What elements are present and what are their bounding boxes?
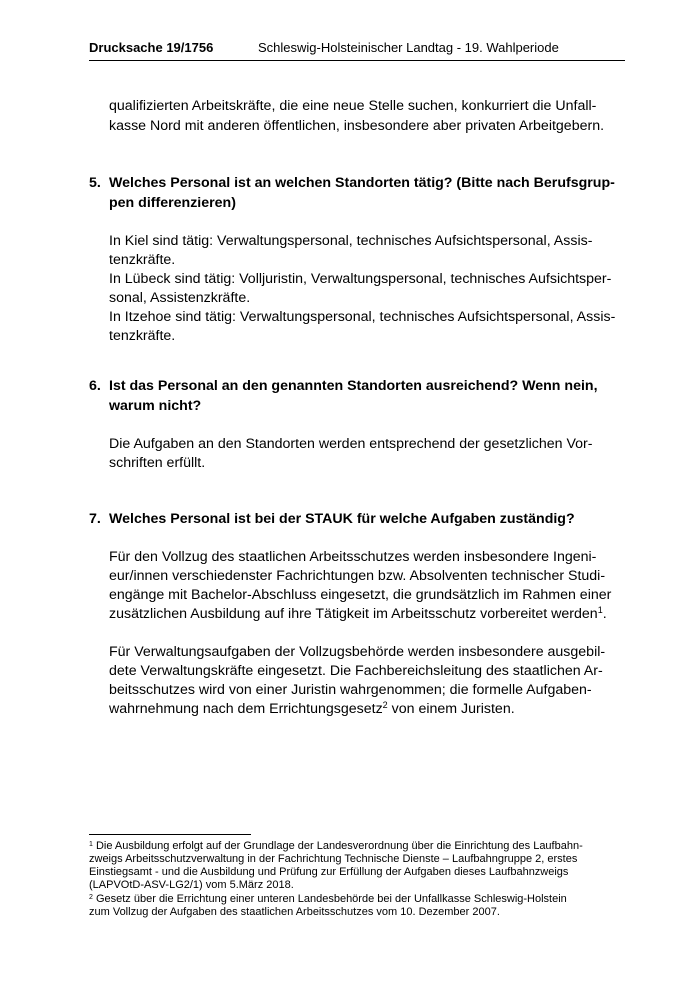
answer-line: Die Aufgaben an den Standorten werden entsprechend der gesetzlichen Vor- [109,436,593,452]
footnote-marker: 2 [89,894,93,901]
footnote-text: (LAPVOtD-ASV-LG2/1) vom 5.März 2018. [89,879,294,891]
answer-line-text: wahrnehmung nach dem Errichtungsgesetz [109,701,383,717]
answer-line [109,700,515,719]
answer-line: beitsschutzes wird von einer Juristin wahrgenommen; die formelle Aufgaben- [109,682,592,698]
answer-line: In Itzehoe sind tätig: Verwaltungspersonal, technisches Aufsichtspersonal, Assis- [109,309,616,325]
footnote [89,840,583,853]
question-number: 5. [89,175,101,191]
footnote-text: zum Vollzug der Aufgaben des staatlichen Arbeitsschutzes vom 10. Dezember 2007. [89,906,500,918]
answer-line [109,605,607,624]
question-text: pen differenzieren) [109,195,236,211]
footnote-marker: 1 [89,841,93,848]
intro-line: kasse Nord mit anderen öffentlichen, insbesondere aber privaten Arbeitgebern. [109,118,605,134]
answer-line: In Kiel sind tätig: Verwaltungspersonal, technisches Aufsichtspersonal, Assis- [109,233,593,249]
answer-line-end: von einem Juristen. [387,701,515,717]
answer-line: Für Verwaltungsaufgaben der Vollzugsbehörde werden insbesondere ausgebil- [109,644,606,660]
answer-line-end: . [602,606,607,622]
footnote-text: Gesetz über die Errichtung einer unteren Landesbehörde bei der Unfallkasse Schleswig-Holstein [92,893,567,905]
answer-line: tenzkräfte. [109,328,176,344]
parliament-title: Schleswig-Holsteinischer Landtag - 19. Wahlperiode [258,40,559,55]
footnote-text: Die Ausbildung erfolgt auf der Grundlage der Landesverordnung über die Einrichtung des Laufbahn- [92,840,583,852]
intro-line: qualifizierten Arbeitskräfte, die eine neue Stelle suchen, konkurriert die Unfall- [109,98,597,114]
question-text: warum nicht? [109,398,202,414]
question-text: Welches Personal ist bei der STAUK für welche Aufgaben zuständig? [109,511,575,527]
question-text: Welches Personal ist an welchen Standorten tätig? (Bitte nach Berufsgrup- [109,175,615,191]
footnote [89,893,567,906]
answer-line-text: zusätzlichen Ausbildung auf ihre Tätigkeit im Arbeitsschutz vorbereitet werden [109,606,598,622]
question-number: 6. [89,378,101,394]
answer-line: In Lübeck sind tätig: Volljuristin, Verwaltungspersonal, technisches Aufsichtsper- [109,271,612,287]
question-number: 7. [89,511,101,527]
answer-line: sonal, Assistenzkräfte. [109,290,251,306]
answer-line: eur/innen verschiedenster Fachrichtungen bzw. Absolventen technischer Studi- [109,568,606,584]
answer-line: engänge mit Bachelor-Abschluss eingesetzt, die grundsätzlich im Rahmen einer [109,587,612,603]
footnote-ref: 1 [597,605,603,615]
footnote-ref: 2 [382,700,388,710]
footnote-divider [89,834,251,835]
answer-line: tenzkräfte. [109,252,176,268]
document-number: Drucksache 19/1756 [89,40,214,55]
answer-line: Für den Vollzug des staatlichen Arbeitsschutzes werden insbesondere Ingeni- [109,549,597,565]
answer-line: schriften erfüllt. [109,455,206,471]
question-text: Ist das Personal an den genannten Standorten ausreichend? Wenn nein, [109,378,598,394]
header-divider [89,60,625,61]
footnote-text: zweigs Arbeitsschutzverwaltung in der Fachrichtung Technische Dienste – Laufbahngruppe 2, erstes [89,853,578,865]
answer-line: dete Verwaltungskräfte eingesetzt. Die Fachbereichsleitung des staatlichen Ar- [109,663,603,679]
footnote-text: Einstiegsamt - und die Ausbildung und Prüfung zur Erfüllung der Aufgaben dieses Laufbahnzweigs [89,866,569,878]
